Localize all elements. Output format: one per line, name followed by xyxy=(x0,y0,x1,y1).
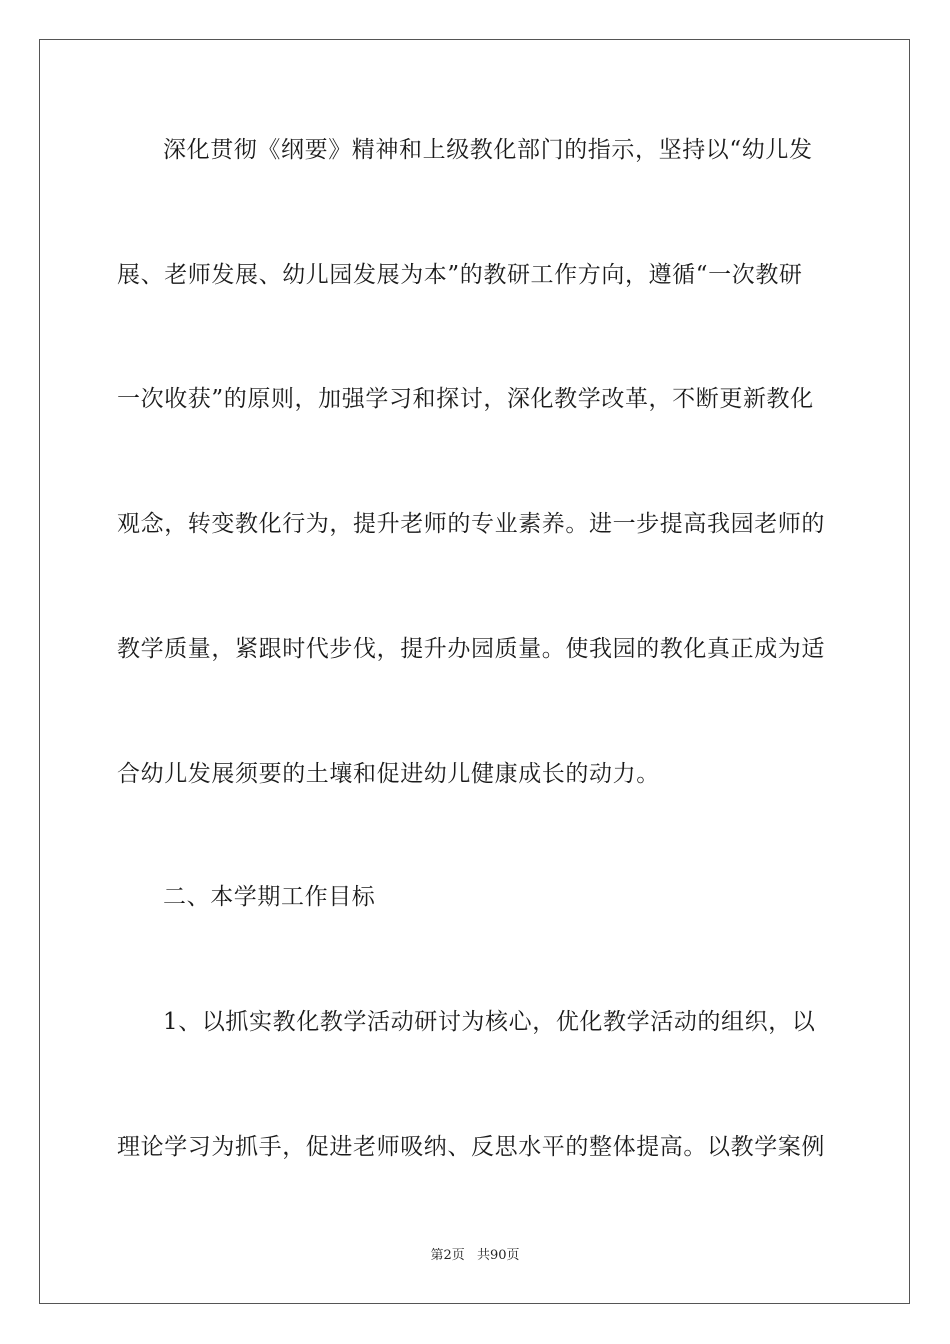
page-footer xyxy=(0,1247,950,1265)
paragraph-line: 一次收获”的原则，加强学习和探讨，深化教学改革，不断更新教化 xyxy=(117,386,814,412)
page-border xyxy=(39,39,910,1304)
paragraph-line: 合幼儿发展须要的土壤和促进幼儿健康成长的动力。 xyxy=(117,761,660,787)
paragraph-line: 1、以抓实教化教学活动研讨为核心，优化教学活动的组织，以 xyxy=(163,1009,816,1035)
page-number: 第2页 xyxy=(430,1248,465,1263)
paragraph-line: 观念，转变教化行为，提升老师的专业素养。进一步提高我园老师的 xyxy=(117,511,825,537)
paragraph-line: 深化贯彻《纲要》精神和上级教化部门的指示，坚持以“幼儿发 xyxy=(163,137,813,163)
section-heading: 二、本学期工作目标 xyxy=(163,884,376,910)
paragraph-line: 理论学习为抓手，促进老师吸纳、反思水平的整体提高。以教学案例 xyxy=(117,1134,825,1160)
paragraph-line: 展、老师发展、幼儿园发展为本”的教研工作方向，遵循“一次教研 xyxy=(117,262,803,288)
paragraph-line: 教学质量，紧跟时代步伐，提升办园质量。使我园的教化真正成为适 xyxy=(117,636,825,662)
page-total: 共90页 xyxy=(476,1248,520,1263)
